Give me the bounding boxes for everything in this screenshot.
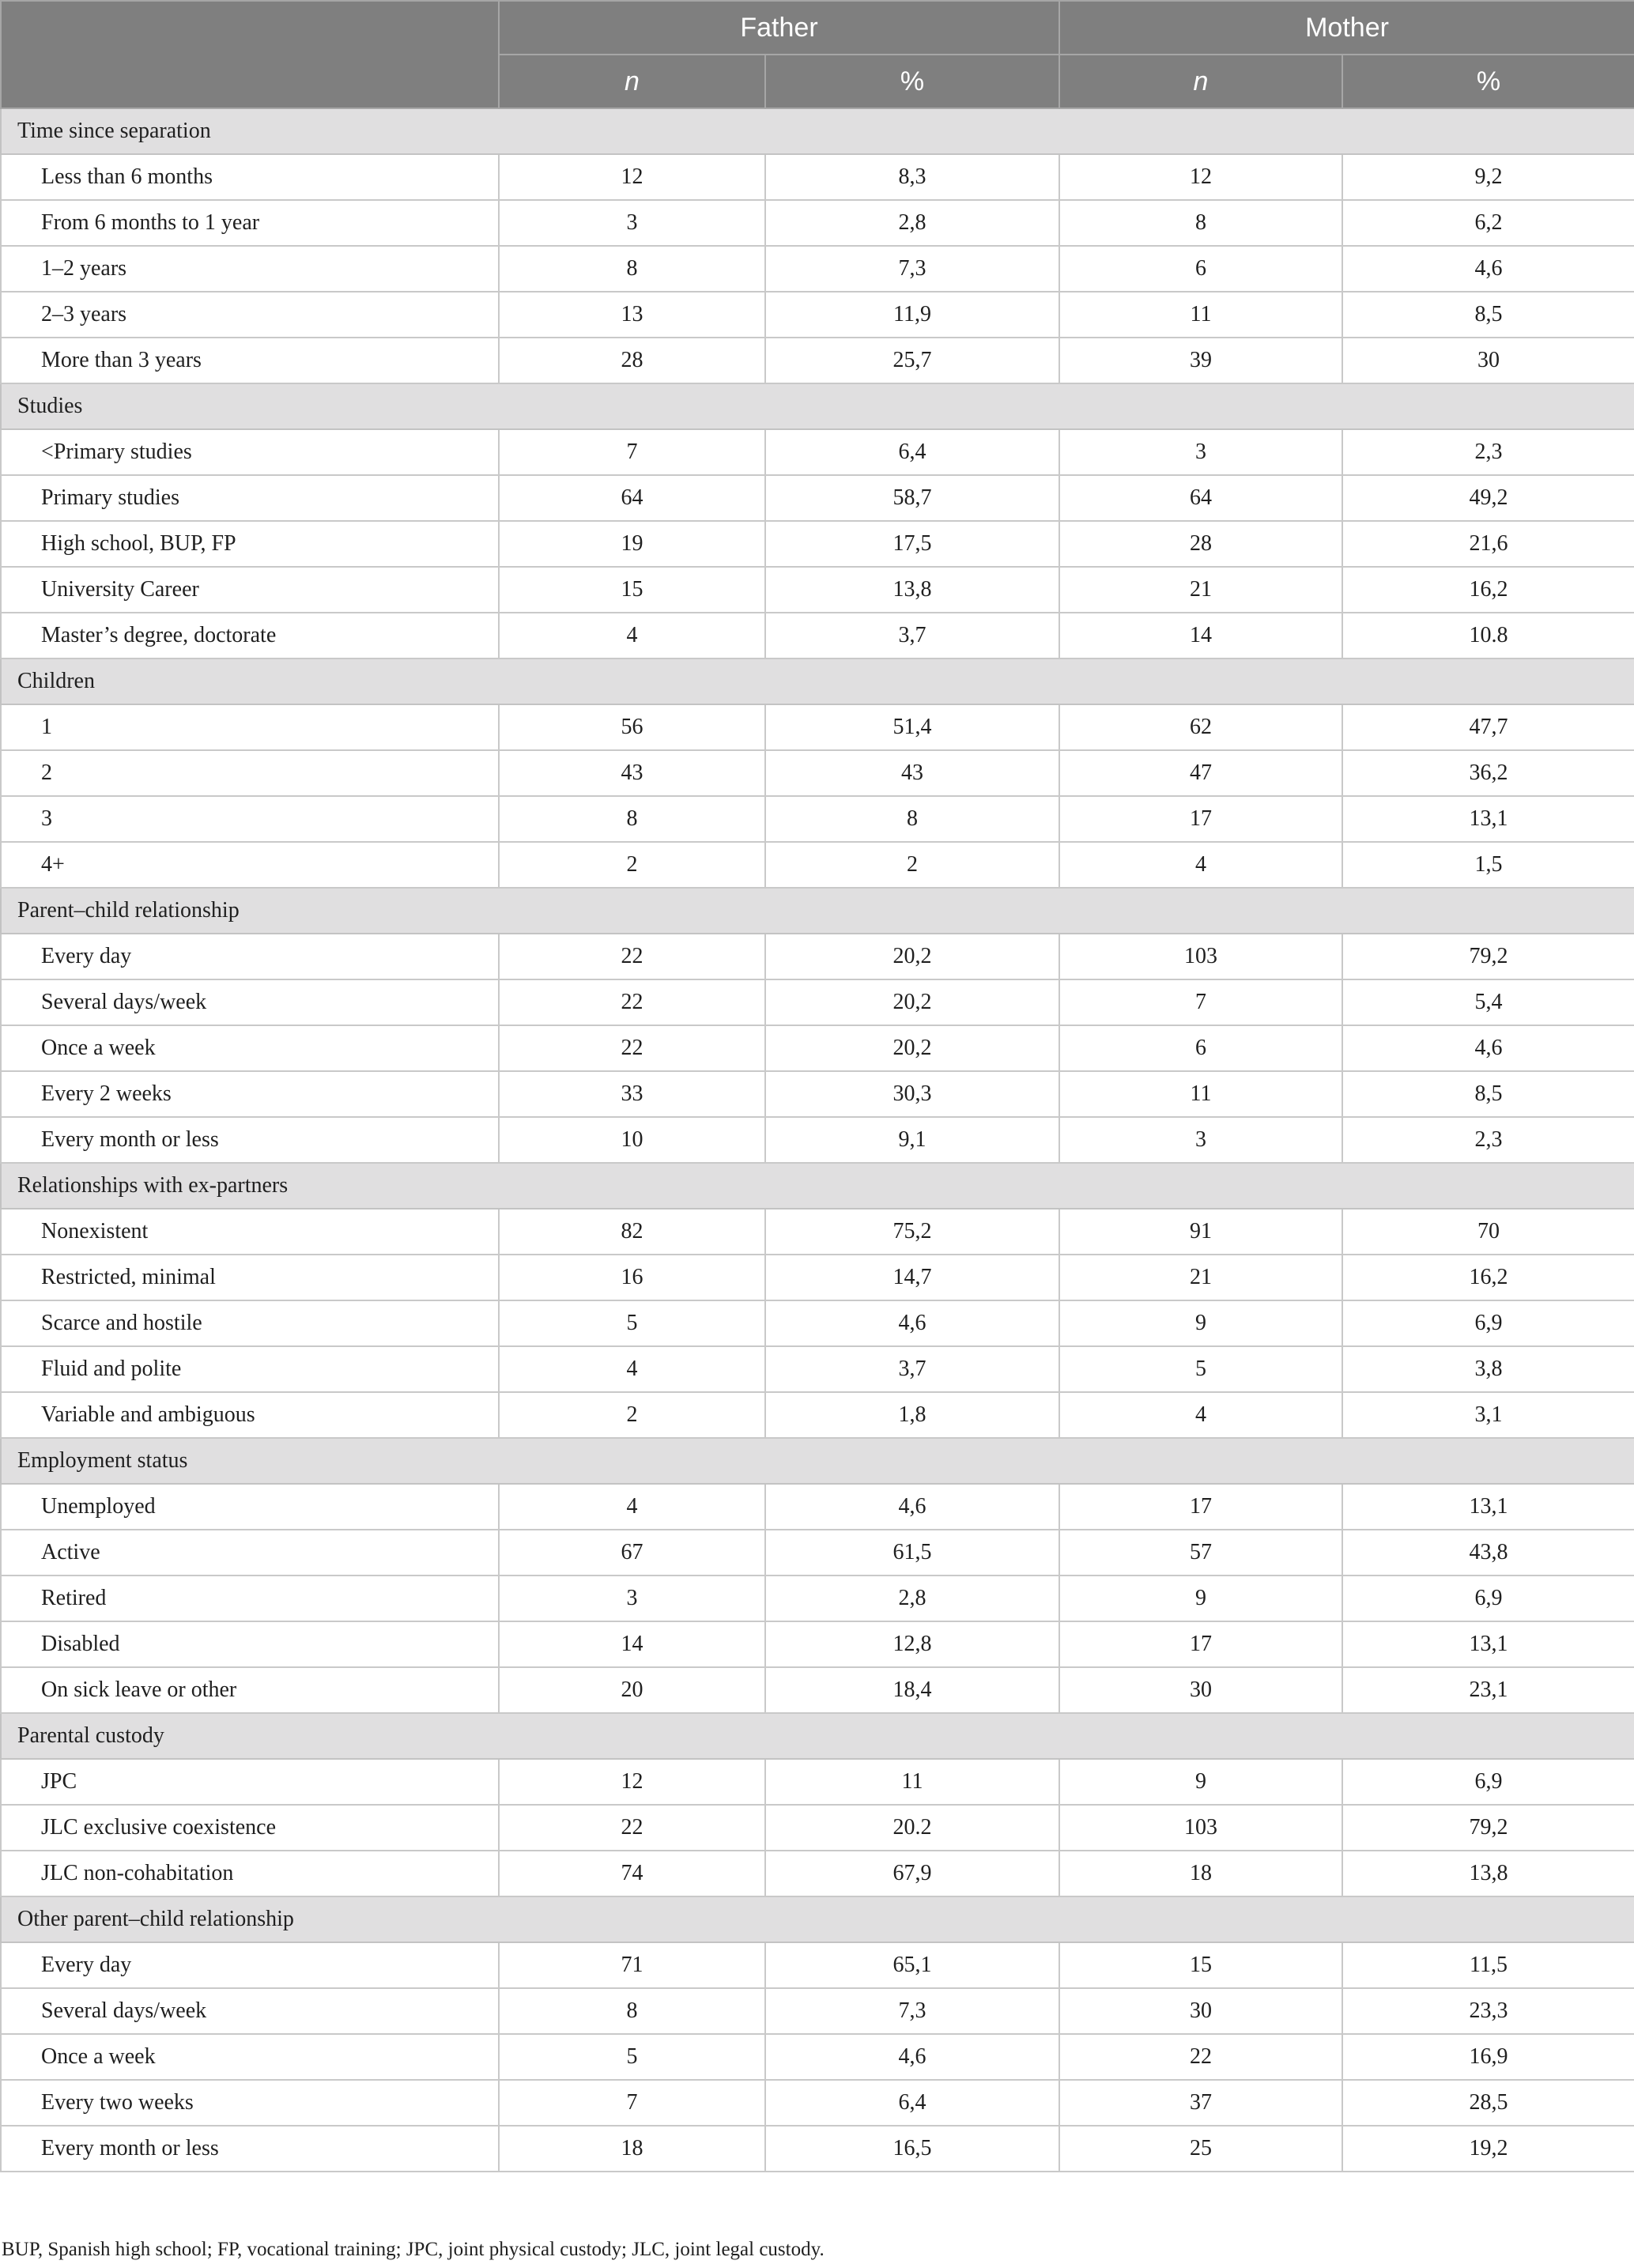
table-body [1, 108, 1634, 2172]
cell-mother-n: 21 [1059, 567, 1342, 613]
cell-father-n: 56 [499, 704, 765, 750]
cell-father-n: 22 [499, 1805, 765, 1851]
section-title: Parent–child relationship [1, 888, 1634, 934]
row-label: Unemployed [1, 1484, 499, 1530]
row-label: Every day [1, 1942, 499, 1988]
row-label: JPC [1, 1759, 499, 1805]
row-label: Every month or less [1, 2126, 499, 2172]
cell-father-n: 74 [499, 1851, 765, 1896]
cell-father-pct: 4,6 [765, 2034, 1059, 2080]
table-row [1, 1025, 1634, 1071]
cell-father-pct: 67,9 [765, 1851, 1059, 1896]
cell-father-n: 43 [499, 750, 765, 796]
cell-father-pct: 13,8 [765, 567, 1059, 613]
section-row [1, 1896, 1634, 1942]
row-label: <Primary studies [1, 429, 499, 475]
cell-mother-pct: 16,2 [1342, 567, 1634, 613]
cell-mother-pct: 6,9 [1342, 1576, 1634, 1621]
table-row [1, 1621, 1634, 1667]
cell-mother-pct: 3,8 [1342, 1346, 1634, 1392]
table-row [1, 475, 1634, 521]
row-label: 2–3 years [1, 292, 499, 338]
table-row [1, 1300, 1634, 1346]
row-label: Scarce and hostile [1, 1300, 499, 1346]
table-row [1, 1392, 1634, 1438]
table-row [1, 2034, 1634, 2080]
cell-father-pct: 4,6 [765, 1300, 1059, 1346]
table-footnote: BUP, Spanish high school; FP, vocational training; JPC, joint physical custody; JLC, joint legal custody. [2, 2239, 825, 2260]
header-father-pct: % [765, 55, 1059, 108]
cell-father-n: 4 [499, 1346, 765, 1392]
cell-father-n: 2 [499, 1392, 765, 1438]
section-row [1, 1438, 1634, 1484]
table-row [1, 934, 1634, 979]
cell-father-pct: 2,8 [765, 1576, 1059, 1621]
cell-father-n: 7 [499, 429, 765, 475]
row-label: JLC non-cohabitation [1, 1851, 499, 1896]
section-row [1, 1713, 1634, 1759]
table-row [1, 1759, 1634, 1805]
table-row [1, 750, 1634, 796]
cell-mother-n: 17 [1059, 796, 1342, 842]
cell-mother-n: 9 [1059, 1300, 1342, 1346]
cell-mother-pct: 6,9 [1342, 1300, 1634, 1346]
cell-father-pct: 20.2 [765, 1805, 1059, 1851]
cell-mother-n: 12 [1059, 154, 1342, 200]
table-row [1, 1484, 1634, 1530]
cell-mother-pct: 23,1 [1342, 1667, 1634, 1713]
cell-mother-pct: 19,2 [1342, 2126, 1634, 2172]
cell-mother-n: 4 [1059, 842, 1342, 888]
cell-mother-n: 15 [1059, 1942, 1342, 1988]
cell-mother-pct: 23,3 [1342, 1988, 1634, 2034]
row-label: Every month or less [1, 1117, 499, 1163]
table-row [1, 1117, 1634, 1163]
cell-mother-n: 103 [1059, 934, 1342, 979]
cell-father-pct: 75,2 [765, 1209, 1059, 1255]
cell-father-pct: 61,5 [765, 1530, 1059, 1576]
cell-father-n: 33 [499, 1071, 765, 1117]
cell-father-n: 19 [499, 521, 765, 567]
row-label: On sick leave or other [1, 1667, 499, 1713]
table-row [1, 1851, 1634, 1896]
cell-mother-pct: 1,5 [1342, 842, 1634, 888]
cell-mother-pct: 6,9 [1342, 1759, 1634, 1805]
table-row [1, 154, 1634, 200]
cell-father-pct: 43 [765, 750, 1059, 796]
table-row [1, 1071, 1634, 1117]
cell-father-n: 2 [499, 842, 765, 888]
row-label: Variable and ambiguous [1, 1392, 499, 1438]
cell-father-pct: 65,1 [765, 1942, 1059, 1988]
row-label: Master’s degree, doctorate [1, 613, 499, 659]
cell-mother-pct: 3,1 [1342, 1392, 1634, 1438]
row-label: JLC exclusive coexistence [1, 1805, 499, 1851]
cell-mother-pct: 49,2 [1342, 475, 1634, 521]
cell-father-pct: 16,5 [765, 2126, 1059, 2172]
table-row [1, 521, 1634, 567]
cell-mother-n: 39 [1059, 338, 1342, 383]
cell-mother-n: 30 [1059, 1988, 1342, 2034]
table-row [1, 200, 1634, 246]
cell-mother-pct: 6,2 [1342, 200, 1634, 246]
cell-mother-pct: 13,1 [1342, 1484, 1634, 1530]
cell-mother-n: 3 [1059, 429, 1342, 475]
header-mother-n: n [1059, 55, 1342, 108]
cell-father-n: 3 [499, 1576, 765, 1621]
cell-father-n: 67 [499, 1530, 765, 1576]
table-row [1, 1942, 1634, 1988]
row-label: Once a week [1, 1025, 499, 1071]
cell-father-n: 12 [499, 154, 765, 200]
row-label: 1–2 years [1, 246, 499, 292]
table-row [1, 429, 1634, 475]
row-label: Primary studies [1, 475, 499, 521]
cell-father-pct: 6,4 [765, 429, 1059, 475]
header-empty-cell [1, 1, 499, 108]
cell-father-n: 8 [499, 1988, 765, 2034]
cell-father-n: 8 [499, 796, 765, 842]
cell-mother-n: 64 [1059, 475, 1342, 521]
cell-father-pct: 7,3 [765, 1988, 1059, 2034]
cell-father-n: 16 [499, 1255, 765, 1300]
cell-mother-pct: 16,2 [1342, 1255, 1634, 1300]
row-label: Retired [1, 1576, 499, 1621]
table-row [1, 704, 1634, 750]
cell-father-pct: 11 [765, 1759, 1059, 1805]
cell-father-pct: 20,2 [765, 1025, 1059, 1071]
cell-father-n: 14 [499, 1621, 765, 1667]
table-row [1, 1209, 1634, 1255]
cell-father-pct: 18,4 [765, 1667, 1059, 1713]
table-row [1, 338, 1634, 383]
row-label: 3 [1, 796, 499, 842]
section-title: Other parent–child relationship [1, 1896, 1634, 1942]
cell-mother-pct: 79,2 [1342, 934, 1634, 979]
cell-mother-pct: 47,7 [1342, 704, 1634, 750]
cell-mother-pct: 8,5 [1342, 1071, 1634, 1117]
cell-mother-pct: 13,8 [1342, 1851, 1634, 1896]
cell-mother-pct: 2,3 [1342, 1117, 1634, 1163]
cell-father-pct: 2 [765, 842, 1059, 888]
row-label: Every two weeks [1, 2080, 499, 2126]
cell-father-n: 12 [499, 1759, 765, 1805]
cell-mother-pct: 28,5 [1342, 2080, 1634, 2126]
cell-mother-pct: 30 [1342, 338, 1634, 383]
cell-mother-n: 4 [1059, 1392, 1342, 1438]
section-title: Children [1, 659, 1634, 704]
cell-father-pct: 25,7 [765, 338, 1059, 383]
cell-mother-n: 17 [1059, 1484, 1342, 1530]
cell-father-pct: 51,4 [765, 704, 1059, 750]
header-father: Father [499, 1, 1059, 55]
cell-father-n: 22 [499, 934, 765, 979]
cell-father-pct: 30,3 [765, 1071, 1059, 1117]
cell-mother-pct: 70 [1342, 1209, 1634, 1255]
cell-mother-pct: 79,2 [1342, 1805, 1634, 1851]
cell-mother-n: 18 [1059, 1851, 1342, 1896]
cell-father-n: 5 [499, 2034, 765, 2080]
row-label: Every 2 weeks [1, 1071, 499, 1117]
cell-father-pct: 12,8 [765, 1621, 1059, 1667]
cell-father-pct: 14,7 [765, 1255, 1059, 1300]
cell-father-n: 22 [499, 1025, 765, 1071]
row-label: Fluid and polite [1, 1346, 499, 1392]
cell-mother-n: 25 [1059, 2126, 1342, 2172]
cell-mother-n: 7 [1059, 979, 1342, 1025]
section-row [1, 383, 1634, 429]
row-label: University Career [1, 567, 499, 613]
cell-father-pct: 20,2 [765, 934, 1059, 979]
cell-father-n: 5 [499, 1300, 765, 1346]
table-row [1, 1988, 1634, 2034]
cell-father-n: 8 [499, 246, 765, 292]
table-row [1, 292, 1634, 338]
section-row [1, 888, 1634, 934]
cell-father-n: 13 [499, 292, 765, 338]
cell-mother-pct: 5,4 [1342, 979, 1634, 1025]
cell-father-pct: 20,2 [765, 979, 1059, 1025]
cell-mother-pct: 9,2 [1342, 154, 1634, 200]
row-label: Once a week [1, 2034, 499, 2080]
section-row [1, 108, 1634, 154]
cell-mother-pct: 13,1 [1342, 1621, 1634, 1667]
cell-mother-pct: 2,3 [1342, 429, 1634, 475]
cell-father-n: 7 [499, 2080, 765, 2126]
cell-father-pct: 3,7 [765, 613, 1059, 659]
cell-father-pct: 7,3 [765, 246, 1059, 292]
table-row [1, 1255, 1634, 1300]
row-label: Restricted, minimal [1, 1255, 499, 1300]
section-title: Parental custody [1, 1713, 1634, 1759]
table-row [1, 842, 1634, 888]
header-mother-pct: % [1342, 55, 1634, 108]
row-label: 4+ [1, 842, 499, 888]
cell-father-n: 71 [499, 1942, 765, 1988]
table-row [1, 2080, 1634, 2126]
cell-father-pct: 11,9 [765, 292, 1059, 338]
table-row [1, 1530, 1634, 1576]
section-title: Employment status [1, 1438, 1634, 1484]
cell-father-n: 18 [499, 2126, 765, 2172]
cell-father-n: 22 [499, 979, 765, 1025]
cell-mother-n: 30 [1059, 1667, 1342, 1713]
cell-mother-n: 91 [1059, 1209, 1342, 1255]
cell-mother-n: 47 [1059, 750, 1342, 796]
cell-mother-n: 5 [1059, 1346, 1342, 1392]
row-label: Nonexistent [1, 1209, 499, 1255]
row-label: Every day [1, 934, 499, 979]
cell-mother-n: 22 [1059, 2034, 1342, 2080]
cell-mother-pct: 8,5 [1342, 292, 1634, 338]
cell-mother-n: 11 [1059, 292, 1342, 338]
row-label: Less than 6 months [1, 154, 499, 200]
cell-father-n: 3 [499, 200, 765, 246]
cell-father-pct: 58,7 [765, 475, 1059, 521]
cell-father-n: 64 [499, 475, 765, 521]
cell-mother-n: 6 [1059, 246, 1342, 292]
cell-mother-pct: 4,6 [1342, 246, 1634, 292]
table-row [1, 2126, 1634, 2172]
section-title: Studies [1, 383, 1634, 429]
row-label: Several days/week [1, 1988, 499, 2034]
cell-father-n: 82 [499, 1209, 765, 1255]
cell-father-pct: 4,6 [765, 1484, 1059, 1530]
header-mother: Mother [1059, 1, 1634, 55]
cell-mother-pct: 13,1 [1342, 796, 1634, 842]
cell-father-pct: 17,5 [765, 521, 1059, 567]
cell-mother-n: 9 [1059, 1576, 1342, 1621]
cell-father-n: 4 [499, 1484, 765, 1530]
cell-mother-n: 3 [1059, 1117, 1342, 1163]
table-row [1, 246, 1634, 292]
cell-mother-n: 103 [1059, 1805, 1342, 1851]
cell-mother-n: 14 [1059, 613, 1342, 659]
table-row [1, 613, 1634, 659]
cell-father-pct: 3,7 [765, 1346, 1059, 1392]
section-row [1, 1163, 1634, 1209]
cell-father-pct: 8,3 [765, 154, 1059, 200]
cell-father-pct: 2,8 [765, 200, 1059, 246]
row-label: From 6 months to 1 year [1, 200, 499, 246]
table-row [1, 1667, 1634, 1713]
cell-mother-n: 8 [1059, 200, 1342, 246]
cell-mother-pct: 21,6 [1342, 521, 1634, 567]
row-label: High school, BUP, FP [1, 521, 499, 567]
row-label: Disabled [1, 1621, 499, 1667]
row-label: 1 [1, 704, 499, 750]
cell-mother-n: 62 [1059, 704, 1342, 750]
cell-mother-pct: 4,6 [1342, 1025, 1634, 1071]
cell-father-n: 20 [499, 1667, 765, 1713]
cell-father-pct: 9,1 [765, 1117, 1059, 1163]
table-header [1, 1, 1634, 108]
cell-father-n: 4 [499, 613, 765, 659]
cell-father-n: 15 [499, 567, 765, 613]
cell-mother-n: 37 [1059, 2080, 1342, 2126]
cell-father-n: 28 [499, 338, 765, 383]
table-row [1, 567, 1634, 613]
cell-mother-pct: 36,2 [1342, 750, 1634, 796]
cell-mother-n: 21 [1059, 1255, 1342, 1300]
cell-mother-pct: 11,5 [1342, 1942, 1634, 1988]
cell-mother-n: 57 [1059, 1530, 1342, 1576]
cell-father-pct: 1,8 [765, 1392, 1059, 1438]
cell-mother-n: 6 [1059, 1025, 1342, 1071]
header-row-groups [1, 1, 1634, 55]
section-title: Relationships with ex-partners [1, 1163, 1634, 1209]
section-row [1, 659, 1634, 704]
cell-father-n: 10 [499, 1117, 765, 1163]
cell-father-pct: 6,4 [765, 2080, 1059, 2126]
table-row [1, 796, 1634, 842]
cell-mother-n: 11 [1059, 1071, 1342, 1117]
section-title: Time since separation [1, 108, 1634, 154]
cell-mother-pct: 16,9 [1342, 2034, 1634, 2080]
table-row [1, 979, 1634, 1025]
table-row [1, 1576, 1634, 1621]
row-label: Several days/week [1, 979, 499, 1025]
row-label: More than 3 years [1, 338, 499, 383]
header-father-n: n [499, 55, 765, 108]
cell-mother-n: 9 [1059, 1759, 1342, 1805]
table-row [1, 1805, 1634, 1851]
row-label: Active [1, 1530, 499, 1576]
cell-mother-pct: 43,8 [1342, 1530, 1634, 1576]
table-row [1, 1346, 1634, 1392]
cell-mother-n: 17 [1059, 1621, 1342, 1667]
cell-mother-n: 28 [1059, 521, 1342, 567]
cell-father-pct: 8 [765, 796, 1059, 842]
row-label: 2 [1, 750, 499, 796]
cell-mother-pct: 10.8 [1342, 613, 1634, 659]
